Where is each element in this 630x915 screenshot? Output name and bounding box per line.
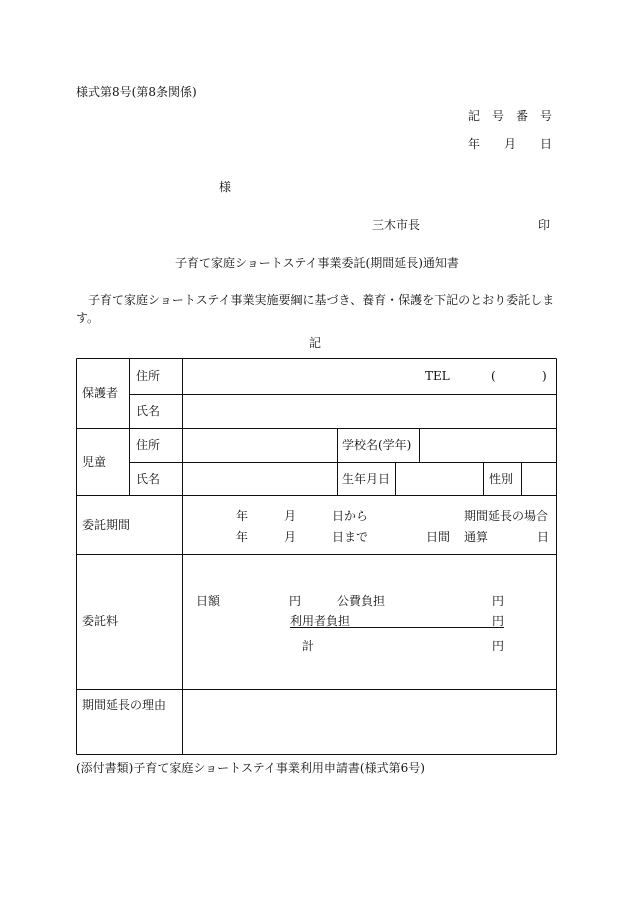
extension-case-label: 期間延長の場合 — [464, 509, 549, 523]
fee-label: 委託料 — [82, 614, 119, 628]
child-name-label: 氏名 — [136, 472, 161, 486]
period-until-day: 日まで — [332, 530, 369, 544]
period-total-label: 通算 — [464, 530, 489, 544]
ki-heading: 記 — [309, 336, 322, 350]
addressee-suffix: 様 — [219, 180, 232, 194]
form-number: 様式第8号(第8条関係) — [76, 85, 197, 99]
sex-label: 性別 — [489, 472, 514, 486]
child-address-label: 住所 — [136, 438, 161, 452]
entrustment-table — [76, 358, 557, 755]
period-until-year: 年 — [236, 530, 249, 544]
fee-total-yen: 円 — [492, 639, 505, 653]
guardian-label: 保護者 — [82, 386, 119, 400]
user-burden-yen: 円 — [492, 614, 505, 628]
school-grade-label: 学校名(学年) — [342, 438, 412, 452]
daily-yen: 円 — [289, 594, 302, 608]
period-from-year: 年 — [236, 509, 249, 523]
period-days-label: 日間 — [426, 530, 451, 544]
public-burden-label: 公費負担 — [337, 594, 386, 608]
user-burden-label: 利用者負担 — [290, 614, 351, 628]
guardian-address-label: 住所 — [136, 369, 161, 383]
guardian-tel-label: TEL — [425, 369, 450, 383]
period-label: 委託期間 — [82, 518, 131, 532]
period-from-month: 月 — [284, 509, 297, 523]
body-text-line-2: す。 — [76, 311, 100, 325]
public-burden-yen: 円 — [492, 594, 505, 608]
period-total-day: 日 — [537, 530, 550, 544]
fee-total-label: 計 — [302, 639, 315, 653]
document-title: 子育て家庭ショートステイ事業委託(期間延長)通知書 — [175, 256, 459, 270]
period-until-month: 月 — [284, 530, 297, 544]
birthdate-label: 生年月日 — [342, 472, 391, 486]
issue-date: 年 月 日 — [468, 137, 553, 151]
extension-reason-label: 期間延長の理由 — [82, 698, 167, 712]
guardian-name-label: 氏名 — [136, 404, 161, 418]
tel-paren-open: ( — [491, 369, 496, 383]
issuer-name: 三木市長 — [372, 218, 421, 232]
attachment-note: (添付書類)子育て家庭ショートステイ事業利用申請書(様式第6号) — [76, 761, 425, 775]
body-text-line-1: 子育て家庭ショートステイ事業実施要綱に基づき、養育・保護を下記のとおり委託しま — [88, 293, 555, 307]
tel-paren-close: ) — [542, 369, 547, 383]
child-label: 児童 — [82, 455, 107, 469]
period-from-day: 日から — [332, 509, 369, 523]
seal-mark: 印 — [538, 218, 551, 232]
record-number: 記 号 番 号 — [468, 109, 553, 123]
daily-amount-label: 日額 — [196, 594, 221, 608]
